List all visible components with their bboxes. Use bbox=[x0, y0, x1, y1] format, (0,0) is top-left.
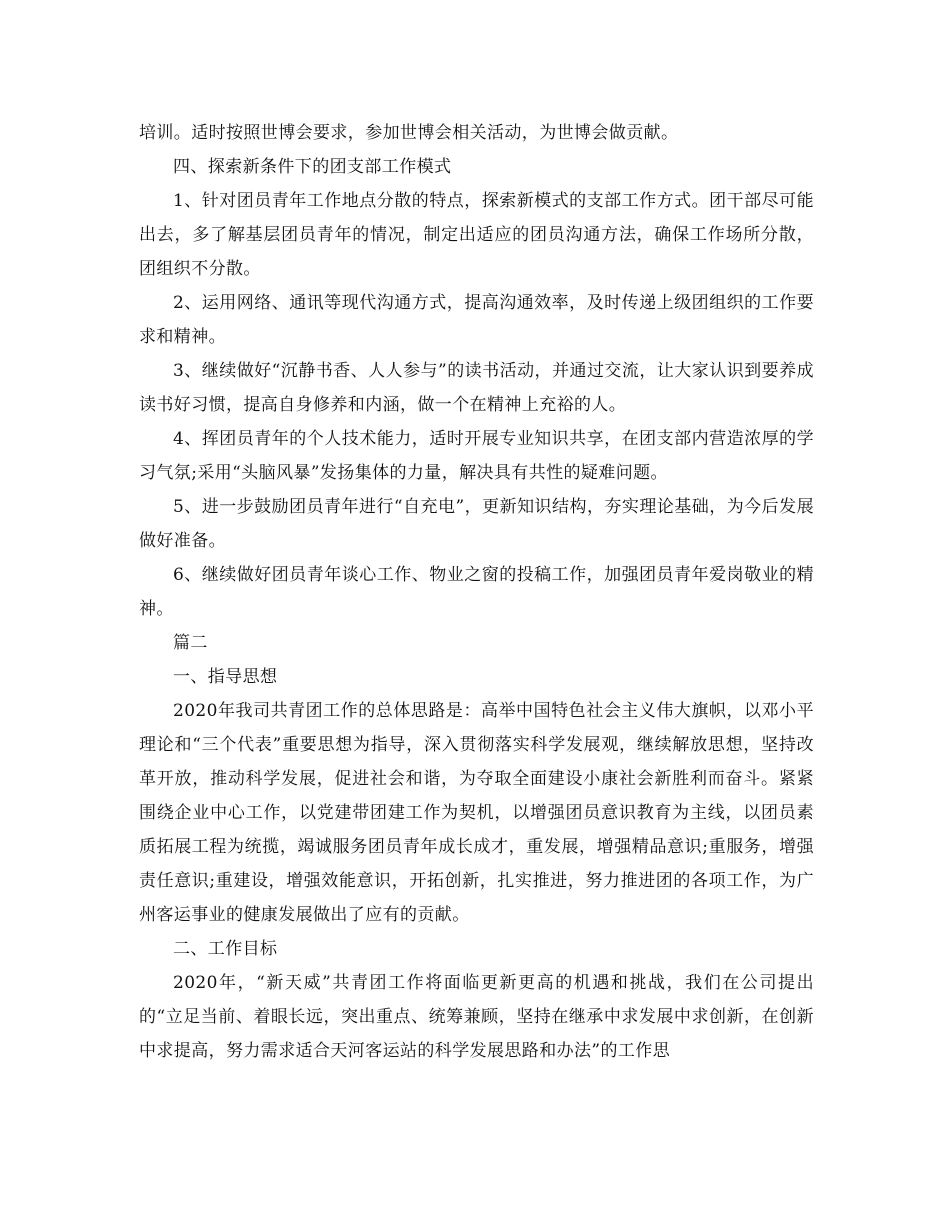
paragraph-intro-continuation: 培训。适时按照世博会要求，参加世博会相关活动，为世博会做贡献。 bbox=[139, 123, 679, 143]
paragraph-item-6: 6、继续做好团员青年谈心工作、物业之窗的投稿工作，加强团员青年爱岗敬业的精神。 bbox=[139, 565, 814, 619]
paragraph-item-5: 5、进一步鼓励团员青年进行“自充电”，更新知识结构，夯实理论基础，为今后发展做好准备。 bbox=[139, 497, 814, 551]
paragraph-guiding-thought: 2020年我司共青团工作的总体思路是：高举中国特色社会主义伟大旗帜，以邓小平理论和“三个代表”重要思想为指导，深入贯彻落实科学发展观，继续解放思想，坚持改革开放，推动科学发展，促进社会和谐，为夺取全面建设小康社会新胜利而奋斗。紧紧围绕企业中心工作，以党建带团建工作为契机，以增强团员意识教育为主线，以团员素质拓展工程为统揽，竭诚服务团员青年成长成才，重发展，增强精品意识;重服务，增强责任意识;重建设，增强效能意识，开拓创新，扎实推进，努力推进团的各项工作，为广州客运事业的健康发展做出了应有的贡献。 bbox=[139, 701, 814, 925]
paragraph-item-1: 1、针对团员青年工作地点分散的特点，探索新模式的支部工作方式。团干部尽可能出去，多了解基层团员青年的情况，制定出适应的团员沟通方法，确保工作场所分散，团组织不分散。 bbox=[139, 191, 814, 279]
section-heading-guiding-thought: 一、指导思想 bbox=[173, 667, 278, 687]
paragraph-item-3: 3、继续做好“沉静书香、人人参与”的读书活动，并通过交流，让大家认识到要养成读书好习惯，提高自身修养和内涵，做一个在精神上充裕的人。 bbox=[139, 361, 814, 415]
section-heading-work-goals: 二、工作目标 bbox=[173, 939, 278, 959]
section-heading-explore-model: 四、探索新条件下的团支部工作模式 bbox=[173, 157, 452, 177]
paragraph-work-goals: 2020年，“新天威”共青团工作将面临更新更高的机遇和挑战，我们在公司提出的“立足当前、着眼长远，突出重点、统筹兼顾，坚持在继承中求发展中求创新，在创新中求提高，努力需求适合天河客运站的科学发展思路和办法”的工作思 bbox=[139, 973, 814, 1061]
paragraph-item-4: 4、挥团员青年的个人技术能力，适时开展专业知识共享，在团支部内营造浓厚的学习气氛;采用“头脑风暴”发扬集体的力量，解决具有共性的疑难问题。 bbox=[139, 429, 814, 483]
paragraph-item-2: 2、运用网络、通讯等现代沟通方式，提高沟通效率，及时传递上级团组织的工作要求和精神。 bbox=[139, 293, 814, 347]
part-heading-two: 篇二 bbox=[173, 633, 208, 653]
